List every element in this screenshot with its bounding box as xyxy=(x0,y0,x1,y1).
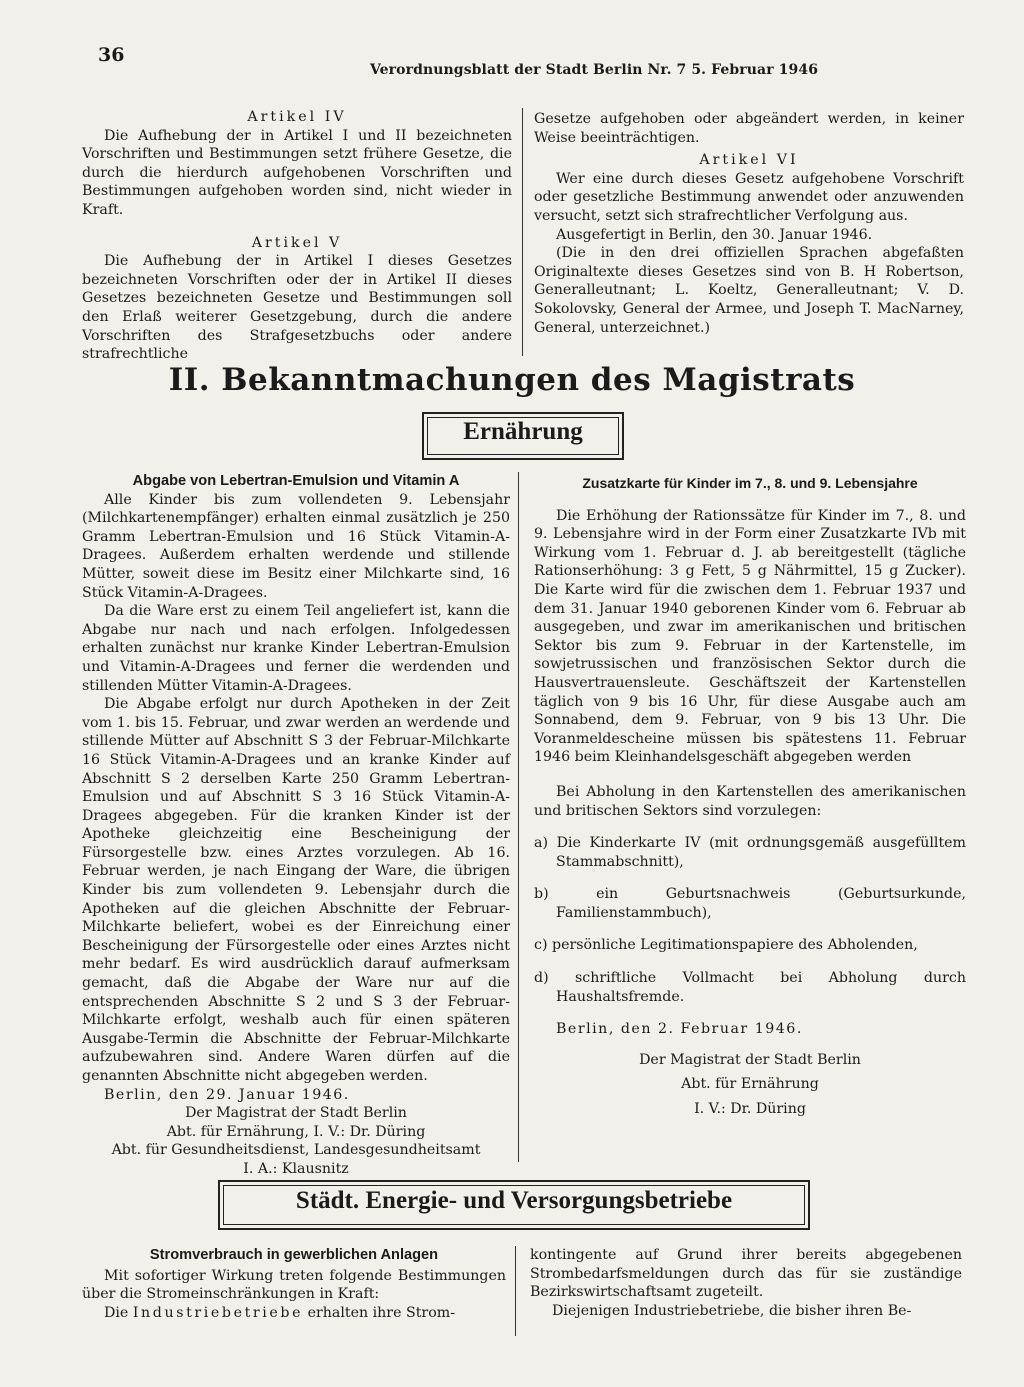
top-right-column xyxy=(534,110,964,337)
column-divider-top xyxy=(522,108,523,356)
lebertran-sig-3: Abt. für Gesundheitsdienst, Landesgesundheitsamt xyxy=(111,1142,481,1159)
article-6-text: Wer eine durch dieses Gesetz aufgehobene Vorschrift oder gesetzliche Bestimmung anwendet oder anzuwenden versucht, setzt sich strafrechtlicher Verfolgung aus. xyxy=(534,170,964,224)
lebertran-sig-4: I. A.: Klausnitz xyxy=(243,1160,349,1177)
top-left-column xyxy=(82,108,512,364)
strom-right-p1: kontingente auf Grund ihrer bereits abgegebenen Strombedarfsmeldungen durch das für sie zuständige Bezirkswirtschaftsamt zugeteilt. xyxy=(530,1247,962,1301)
strom-p2-spaced: Industriebetriebe xyxy=(132,1304,304,1321)
lebertran-sig-2: Abt. für Ernährung, I. V.: Dr. Düring xyxy=(166,1123,426,1140)
zusatzkarte-sig-3: I. V.: Dr. Düring xyxy=(694,1101,806,1118)
lebertran-date: Berlin, den 29. Januar 1946. xyxy=(104,1086,350,1103)
issued-date: Ausgefertigt in Berlin, den 30. Januar 1946. xyxy=(556,226,873,243)
article-5-continuation: Gesetze aufgehoben oder abgeändert werden, in keiner Weise beeinträchtigen. xyxy=(534,111,964,146)
section-title: II. Bekanntmachungen des Magistrats xyxy=(168,362,856,398)
lebertran-column xyxy=(82,472,510,1179)
energie-box xyxy=(218,1180,810,1230)
article-5-text: Die Aufhebung der in Artikel I dieses Gesetzes bezeichneten Vorschriften oder der in Artikel II dieses Gesetzes bezeichneten Gesetze und Bestimmungen soll den Erlaß weiterer Gesetzgebung, durch die andere Vorschriften des Strafgesetzbuchs oder andere strafrechtliche xyxy=(82,253,512,363)
article-6-title: Artikel VI xyxy=(699,152,799,169)
lebertran-sig-1: Der Magistrat der Stadt Berlin xyxy=(185,1105,407,1122)
lebertran-p2: Da die Ware erst zu einem Teil angeliefert ist, kann die Abgabe nur nach und nach erfolgen. Infolgedessen erhalten zunächst nur kranke Kinder Lebertran-Emulsion und Vitamin-A-Dragees und ferner die werdenden und stillenden Mütter Vitamin-A-Dragees. xyxy=(82,603,510,694)
strom-p1: Mit sofortiger Wirkung treten folgende Bestimmungen über die Stromeinschränkungen in Kraft: xyxy=(82,1267,506,1303)
article-4-title: Artikel IV xyxy=(247,109,347,125)
zusatzkarte-column xyxy=(534,474,966,1119)
requirement-a: a) Die Kinderkarte IV (mit ordnungsgemäß ausgefülltem Stammabschnitt), xyxy=(534,835,966,870)
strom-p2-lead: Die xyxy=(104,1304,129,1321)
column-divider-middle xyxy=(518,472,519,1162)
requirement-b: b) ein Geburtsnachweis (Geburtsurkunde, Familienstammbuch), xyxy=(534,886,966,921)
strom-right-column xyxy=(530,1246,962,1320)
strom-title: Stromverbrauch in gewerblichen Anlagen xyxy=(149,1247,439,1263)
zusatzkarte-sig-1: Der Magistrat der Stadt Berlin xyxy=(639,1051,861,1068)
article-4-text: Die Aufhebung der in Artikel I und II bezeichneten Vorschriften und Bestimmungen setzt frühere Gesetze, die durch die hierdurch aufgehobenen Vorschriften und Bestimmungen aufgehoben worden sind, nicht wieder in Kraft. xyxy=(82,127,512,218)
article-5-title: Artikel V xyxy=(251,234,343,251)
column-divider-bottom xyxy=(515,1246,516,1336)
ernaehrung-heading: Ernährung xyxy=(463,418,583,445)
lebertran-p3: Die Abgabe erfolgt nur durch Apotheken in der Zeit vom 1. bis 15. Februar, und zwar werden an werdende und stillende Mütter auf Abschnitt S 3 der Februar-Milchkarte 16 Stück Vitamin-A-Dragees und an kranke Kinder auf Abschnitt S 2 derselben Karte 250 Gramm Lebertran-Emulsion und auf Abschnitt S 3 16 Stück Vitamin-A-Dragees abgegeben. Für die kranken Kinder ist der Apotheke gleichzeitig eine Bescheinigung der Fürsorgestelle bzw. eines Arztes vorzulegen. Ab 16. Februar werden, je nach Eingang der Ware, die übrigen Kinder bis zum vollendeten 9. Lebensjahr durch die Apotheken auf die gleichen Abschnitte der Februar-Milchkarte beliefert, wobei es der Einreichung einer Bescheinigung der Fürsorgestelle oder eines Arztes nicht mehr bedarf. Es wird ausdrücklich darauf aufmerksam gemacht, daß die Abgabe der Ware nur auf die entsprechenden Abschnitte S 2 und S 3 der Februar-Milchkarte erfolgt, weshalb auch für einen späteren Ausgabe-Termin die Abschnitte der Februar-Milchkarte aufzubewahren sind. Andere Waren dürfen auf die genannten Abschnitte nicht abgegeben werden. xyxy=(82,696,510,1084)
ernaehrung-box xyxy=(422,412,624,460)
energie-heading: Städt. Energie- und Versorgungsbetriebe xyxy=(295,1187,733,1214)
page-number: 36 xyxy=(98,44,125,66)
zusatzkarte-sig-2: Abt. für Ernährung xyxy=(681,1076,819,1093)
running-head: Verordnungsblatt der Stadt Berlin Nr. 7 5. Februar 1946 xyxy=(370,62,819,78)
lebertran-title: Abgabe von Lebertran-Emulsion und Vitamin A xyxy=(132,473,460,489)
strom-left-column xyxy=(82,1246,506,1322)
requirement-c: c) persönliche Legitimationspapiere des Abholenden, xyxy=(534,937,918,954)
zusatzkarte-date: Berlin, den 2. Februar 1946. xyxy=(556,1021,803,1038)
strom-p2 xyxy=(82,1304,506,1323)
strom-p2-rest: erhalten ihre Strom- xyxy=(307,1304,455,1321)
zusatzkarte-p1: Die Erhöhung der Rationssätze für Kinder im 7., 8. und 9. Lebensjahre wird in der Form einer Zusatzkarte IVb mit Wirkung vom 1. Februar d. J. ab bereitgestellt (tägliche Rationserhöhung: 3 g Fett, 5 g Nährmittel, 15 g Zucker). Die Karte wird für die zwischen dem 1. Februar 1937 und dem 31. Januar 1940 geborenen Kinder vom 6. Februar ab ausgegeben, und zwar im amerikanischen und britischen Sektor bis zum 9. Februar in der Kartenstelle, im sowjetrussischen und französischen Sektor durch die Hausvertrauensleute. Geschäftszeit der Kartenstellen täglich von 9 bis 16 Uhr, für diese Ausgabe auch am Sonnabend, dem 9. Februar, von 9 bis 13 Uhr. Die Voranmeldescheine müssen bis spätestens 11. Februar 1946 beim Kleinhandelsgeschäft abgegeben werden xyxy=(534,507,966,766)
strom-right-p2: Diejenigen Industriebetriebe, die bisher ihren Be- xyxy=(552,1302,912,1319)
requirement-d: d) schriftliche Vollmacht bei Abholung durch Haushaltsfremde. xyxy=(534,970,966,1005)
zusatzkarte-title: Zusatzkarte für Kinder im 7., 8. und 9. Lebensjahre xyxy=(582,475,918,491)
zusatzkarte-p2: Bei Abholung in den Kartenstellen des amerikanischen und britischen Sektors sind vorzulegen: xyxy=(534,783,966,819)
signatories-note: (Die in den drei offiziellen Sprachen abgefaßten Originaltexte dieses Gesetzes sind von B. H Robertson, Generalleutnant; L. Koeltz, Generalleutnant; V. D. Sokolovsky, General der Armee, und Joseph T. MacNarney, General, unterzeichnet.) xyxy=(534,245,964,336)
lebertran-p1: Alle Kinder bis zum vollendeten 9. Lebensjahr (Milchkartenempfänger) erhalten einmal zusätzlich je 250 Gramm Lebertran-Emulsion und 16 Stück Vitamin-A-Dragees. Außerdem erhalten werdende und stillende Mütter, soweit diese im Besitz einer Milchkarte sind, 16 Stück Vitamin-A-Dragees. xyxy=(82,491,510,601)
